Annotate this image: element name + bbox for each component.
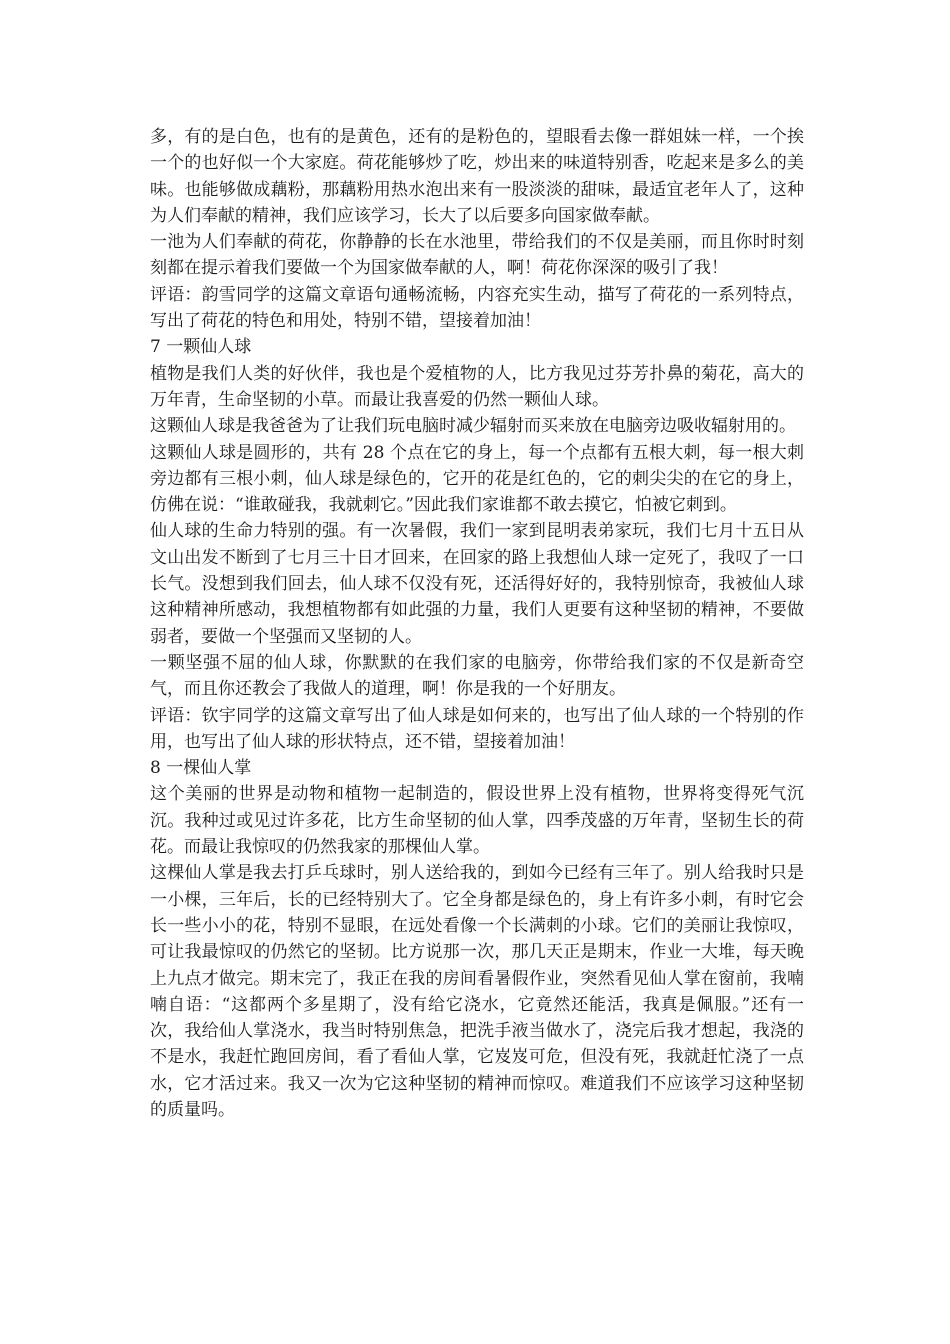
paragraph-lotus-uses: 多，有的是白色，也有的是黄色，还有的是粉色的，望眼看去像一群姐妹一样，一个挨一个的也好似一个大家庭。荷花能够炒了吃，炒出来的味道特别香，吃起来是多么的美味。也能够做成藕粉，那藕粉用热水泡出来有一股淡淡的甜味，最适宜老年人了，这种为人们奉献的精神，我们应该学习，长大了以后要多向国家做奉献。 [150,127,804,226]
paragraph-cactus-plant-intro: 这个美丽的世界是动物和植物一起制造的，假设世界上没有植物，世界将变得死气沉沉。我种过或见过许多花，比方生命坚韧的仙人掌，四季茂盛的万年青，坚韧生长的荷花。而最让我惊叹的仍然我家的那棵仙人掌。 [150,784,804,858]
paragraph-cactus-comment: 评语：钦宇同学的这篇文章写出了仙人球是如何来的，也写出了仙人球的一个特别的作用，也写出了仙人球的形状特点，还不错，望接着加油！ [150,705,804,752]
paragraph-cactus-appearance: 这颗仙人球是圆形的，共有 28 个点在它的身上，每一个点都有五根大刺，每一根大刺旁边都有三根小刺，仙人球是绿色的，它开的花是红色的，它的刺尖尖的在它的身上，仿佛在说：“谁敢碰我，我就刺它。”因此我们家谁都不敢去摸它，怕被它刺到。 [150,442,804,516]
paragraph-lotus-conclusion: 一池为人们奉献的荷花，你静静的长在水池里，带给我们的不仅是美丽，而且你时时刻刻都在提示着我们要做一个为国家做奉献的人，啊！荷花你深深的吸引了我！ [150,232,804,279]
document-page [150,124,804,1123]
paragraph-cactus-plant-story: 这棵仙人掌是我去打乒乓球时，别人送给我的，到如今已经有三年了。别人给我时只是一小棵，三年后，长的已经特别大了。它全身都是绿色的，身上有许多小刺，有时它会长一些小小的花，特别不显眼，在远处看像一个长满刺的小球。它们的美丽让我惊叹，可让我最惊叹的仍然它的坚韧。比方说那一次，那几天正是期末，作业一大堆，每天晚上九点才做完。期末完了，我正在我的房间看暑假作业，突然看见仙人掌在窗前，我喃喃自语：“这都两个多星期了，没有给它浇水，它竟然还能活，我真是佩服。”还有一次，我给仙人掌浇水，我当时特别焦急，把洗手液当做水了，浇完后我才想起，我浇的不是水，我赶忙跑回房间，看了看仙人掌，它岌岌可危，但没有死，我就赶忙浇了一点水，它才活过来。我又一次为它这种坚韧的精神而惊叹。难道我们不应该学习这种坚韧的质量吗。 [150,863,804,1120]
paragraph-cactus-intro: 植物是我们人类的好伙伴，我也是个爱植物的人，比方我见过芬芳扑鼻的菊花，高大的万年青，生命坚韧的小草。而最让我喜爱的仍然一颗仙人球。 [150,363,804,410]
section-heading-cactus-ball: 7 一颗仙人球 [150,337,252,358]
paragraph-cactus-conclusion: 一颗坚强不屈的仙人球，你默默的在我们家的电脑旁，你带给我们家的不仅是新奇空气，而且你还教会了我做人的道理，啊！你是我的一个好朋友。 [150,652,804,700]
paragraph-lotus-comment: 评语：韵雪同学的这篇文章语句通畅流畅，内容充实生动，描写了荷花的一系列特点，写出了荷花的特色和用处，特别不错，望接着加油！ [150,284,804,332]
paragraph-cactus-vitality: 仙人球的生命力特别的强。有一次暑假，我们一家到昆明表弟家玩，我们七月十五日从文山出发不断到了七月三十日才回来，在回家的路上我想仙人球一定死了，我叹了一口长气。没想到我们回去，仙人球不仅没有死，还活得好好的，我特别惊奇，我被仙人球这种精神所感动，我想植物都有如此强的力量，我们人更要有这种坚韧的精神，不要做弱者，要做一个坚强而又坚韧的人。 [150,521,804,647]
section-heading-cactus-plant: 8 一棵仙人掌 [150,758,252,779]
paragraph-cactus-origin: 这颗仙人球是我爸爸为了让我们玩电脑时减少辐射而买来放在电脑旁边吸收辐射用的。 [150,416,796,437]
